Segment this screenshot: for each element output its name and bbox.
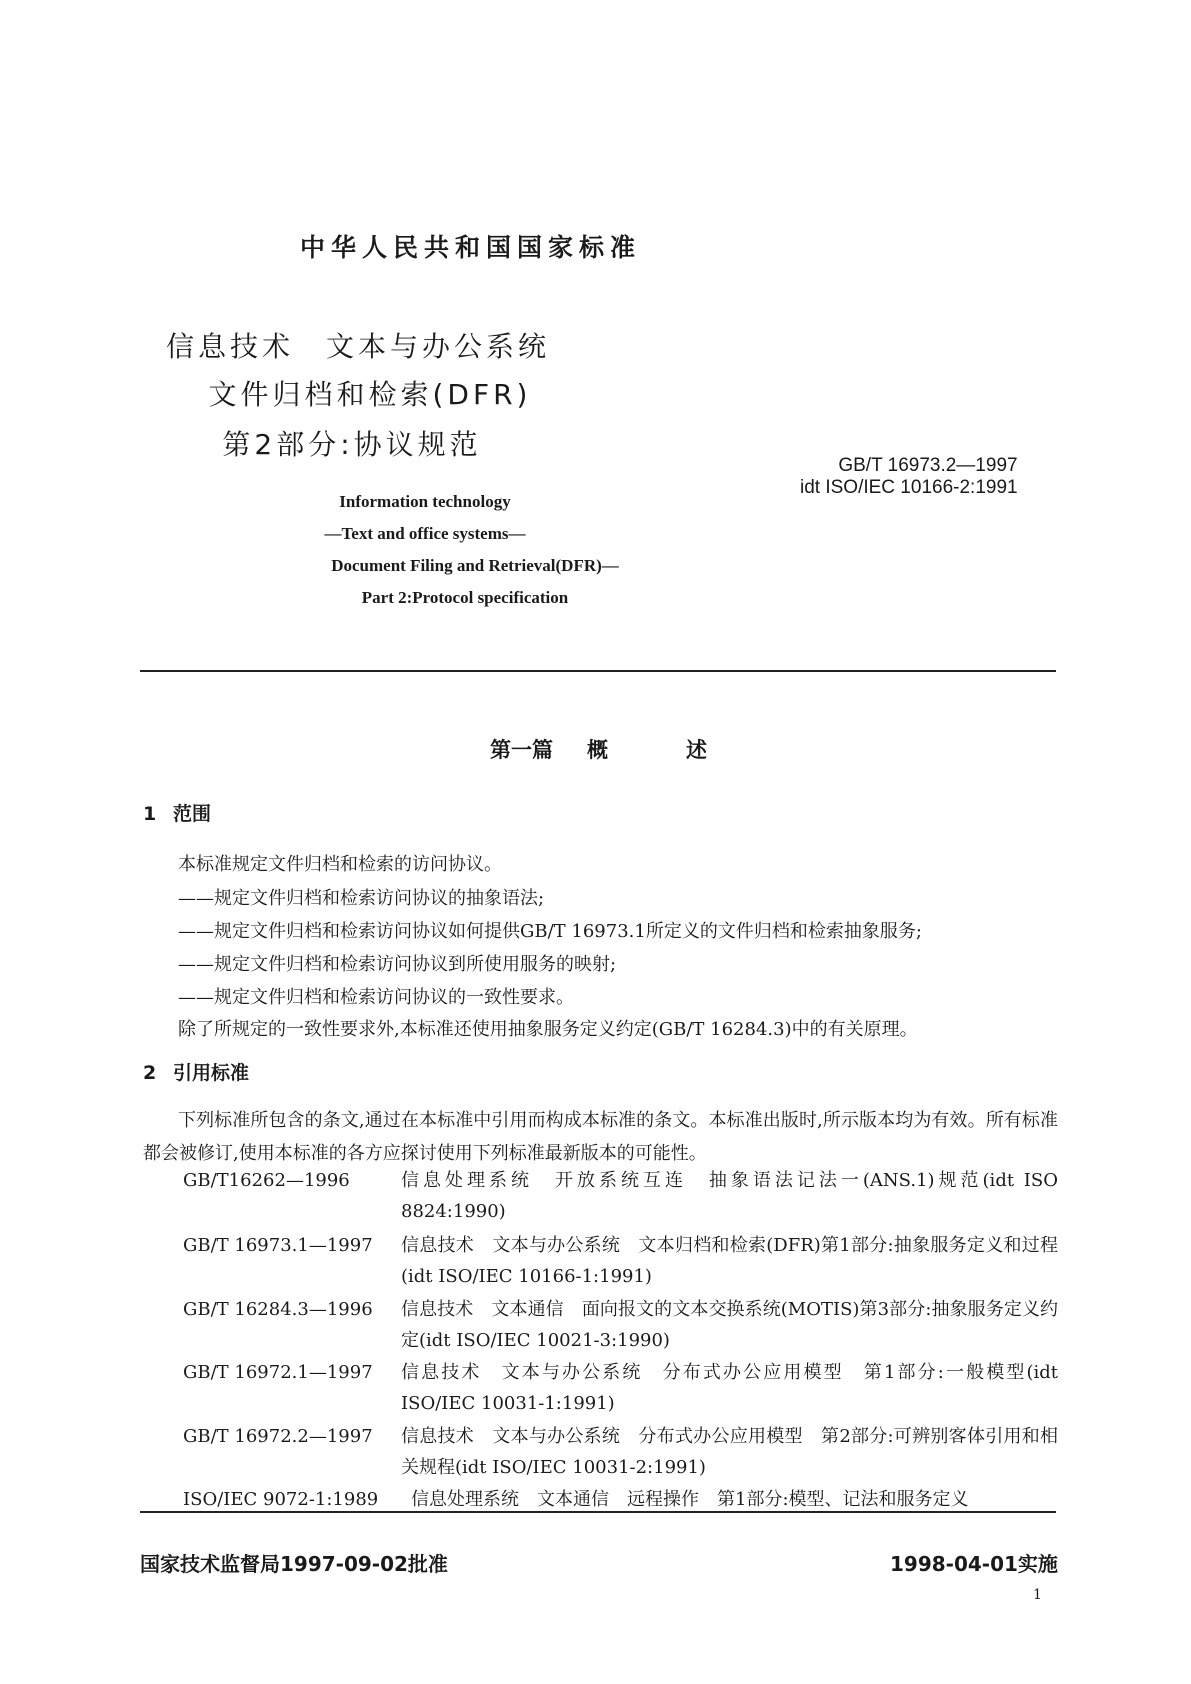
en-title-line-3: Document Filing and Retrieval(DFR)— [331,556,619,575]
org-title: 中华人民共和国国家标准 [300,233,642,262]
identical-to: idt ISO/IEC 10166-2:1991 [800,477,1018,498]
section-1-paragraph: ——规定文件归档和检索访问协议如何提供GB/T 16973.1所定义的文件归档和检索抽象服务; [178,921,922,942]
part-heading [490,734,707,764]
reference-title: 信息技术 文本与办公系统 分布式办公应用模型 第2部分:可辨别客体引用和相关规程(idt ISO/IEC 10031-2:1991) [401,1426,1058,1478]
cn-title-line-2: 文件归档和检索(DFR) [208,378,532,411]
top-divider [140,670,1056,672]
section-2-title: 引用标准 [173,1062,250,1084]
section-1-paragraph: 本标准规定文件归档和检索的访问协议。 [178,854,502,875]
reference-code: GB/T 16973.1—1997 [183,1235,373,1256]
reference-code: GB/T 16284.3—1996 [183,1299,373,1320]
section-2-intro: 下列标准所包含的条文,通过在本标准中引用而构成本标准的条文。本标准出版时,所示版本均为有效。所有标准都会被修订,使用本标准的各方应探讨使用下列标准最新版本的可能性。 [143,1110,1058,1164]
reference-code: ISO/IEC 9072-1:1989 [183,1489,379,1510]
cn-title-line-1: 信息技术 文本与办公系统 [165,330,550,363]
bottom-divider [140,1511,1056,1513]
section-1-paragraph: ——规定文件归档和检索访问协议的一致性要求。 [178,987,574,1008]
reference-code: GB/T16262—1996 [183,1170,350,1191]
part-heading-char-1: 概 [587,738,608,762]
cn-title-line-3: 第2部分:协议规范 [222,428,482,461]
en-title-line-4: Part 2:Protocol specification [361,588,569,607]
section-1-heading [143,799,211,826]
part-heading-char-2: 述 [686,738,707,762]
section-2-number: 2 [143,1062,157,1084]
page-number: 1 [1033,1587,1042,1603]
reference-title: 信息技术 文本与办公系统 分布式办公应用模型 第1部分:一般模型(idt ISO/IEC 10031-1:1991) [401,1362,1058,1414]
standard-number-block [800,455,1018,499]
section-2-heading [143,1058,249,1085]
reference-title: 信息处理系统 文本通信 远程操作 第1部分:模型、记法和服务定义 [411,1489,969,1510]
en-title-line-1: Information technology [339,492,511,511]
approval-date: 国家技术监督局1997-09-02批准 [140,1552,448,1576]
reference-title: 信息技术 文本与办公系统 文本归档和检索(DFR)第1部分:抽象服务定义和过程 (idt ISO/IEC 10166-1:1991) [401,1235,1076,1287]
part-heading-prefix: 第一篇 [490,738,553,762]
standard-number: GB/T 16973.2—1997 [838,455,1018,476]
section-1-paragraph: 除了所规定的一致性要求外,本标准还使用抽象服务定义约定(GB/T 16284.3)中的有关原理。 [178,1019,918,1040]
reference-code: GB/T 16972.1—1997 [183,1362,373,1383]
reference-code: GB/T 16972.2—1997 [183,1426,373,1447]
reference-title: 信息处理系统 开放系统互连 抽象语法记法一(ANS.1)规范(idt ISO 8824:1990) [401,1170,1058,1222]
section-1-paragraph: ——规定文件归档和检索访问协议到所使用服务的映射; [178,954,617,975]
section-1-title: 范围 [173,803,212,825]
section-1-number: 1 [143,803,157,825]
en-title-line-2: —Text and office systems— [324,524,526,543]
section-1-paragraph: ——规定文件归档和检索访问协议的抽象语法; [178,888,545,909]
reference-title: 信息技术 文本通信 面向报文的文本交换系统(MOTIS)第3部分:抽象服务定义约定(idt ISO/IEC 10021-3:1990) [401,1299,1058,1351]
effective-date: 1998-04-01实施 [890,1552,1058,1576]
